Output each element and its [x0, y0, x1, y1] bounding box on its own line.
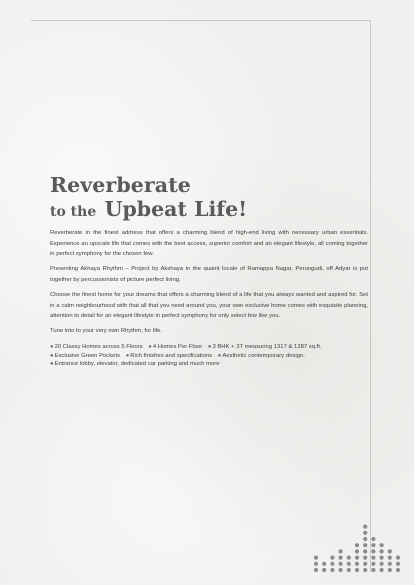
equalizer-dot: [388, 556, 392, 560]
equalizer-dot: [347, 556, 351, 560]
equalizer-dot: [371, 556, 375, 560]
main-content: [50, 174, 368, 369]
paragraph-intro: Reverberate in the finest address that offers a charming blend of high-end living with necessary urban essentials. Experience an upscale life that comes with the best access, superior comfort and an elegant lifestyle, all coming together in perfect symphony for the chosen few.: [50, 230, 368, 258]
bullet-icon: ●: [50, 343, 54, 350]
paragraph-presenting: Presenting Akhaya Rhythm – Project by Akshaya in the quaint locale of Ramappa Nagar, Perungudi, off Adyar is put together by percussionists of picture perfect living.: [50, 266, 368, 283]
equalizer-dot: [388, 549, 392, 553]
equalizer-dot: [363, 531, 367, 535]
equalizer-dots-icon: [312, 522, 404, 574]
heading-line-2-big: Upbeat Life!: [104, 197, 248, 221]
equalizer-dot: [388, 568, 392, 572]
equalizer-dot: [380, 549, 384, 553]
feature-item: 20 Classy Homes across 5 Floors: [54, 343, 143, 350]
equalizer-dot: [339, 556, 343, 560]
feature-item: Aesthetic contemporary design.: [222, 352, 305, 359]
equalizer-dot: [363, 537, 367, 541]
equalizer-dot: [363, 556, 367, 560]
equalizer-dot: [380, 568, 384, 572]
bullet-icon: ●: [50, 361, 54, 368]
feature-row: [50, 352, 368, 361]
paragraph-tune-in: Tune into to your very own Rhythm, for life.: [50, 328, 163, 335]
equalizer-dot: [363, 525, 367, 529]
equalizer-dot: [371, 562, 375, 566]
equalizer-dot: [347, 562, 351, 566]
equalizer-dot: [371, 568, 375, 572]
equalizer-dot: [339, 562, 343, 566]
equalizer-dot: [347, 568, 351, 572]
feature-item: 3 BHK + 3T measuring 1317 & 1287 sq.ft.: [212, 343, 322, 350]
equalizer-dot: [363, 562, 367, 566]
bullet-icon: ●: [148, 343, 152, 350]
bullet-icon: ●: [50, 352, 54, 359]
equalizer-dot: [388, 562, 392, 566]
equalizer-dot: [371, 543, 375, 547]
equalizer-dot: [363, 543, 367, 547]
equalizer-dot: [363, 568, 367, 572]
equalizer-dot: [396, 568, 400, 572]
feature-item: Exclusive Green Pockets: [54, 352, 121, 359]
heading-line-1: Reverberate: [50, 173, 191, 197]
equalizer-dot: [355, 568, 359, 572]
paragraph-choose: Choose the finest home for your dreams that offers a charming blend of a life that you always wanted and aspired for. Set in a calm neighbourhood with that all that you need around you, your own exclusive home comes with exquisite planning, attention to detail for an elegant lifestyle in perfect symphony for only select few like you.: [50, 291, 368, 320]
heading-line-2-small: to the: [50, 204, 97, 220]
equalizer-dot: [322, 568, 326, 572]
feature-row: [50, 360, 368, 369]
equalizer-dot: [330, 568, 334, 572]
heading-line-2: [50, 196, 368, 224]
equalizer-dot: [322, 562, 326, 566]
feature-item: Entrance lobby, elevator, dedicated car parking and much more: [54, 361, 220, 368]
bullet-icon: ●: [207, 343, 212, 350]
equalizer-dot: [314, 568, 318, 572]
equalizer-dot: [396, 562, 400, 566]
equalizer-dot: [355, 562, 359, 566]
feature-list: [50, 343, 368, 369]
feature-item: 4 Homes Per Floor: [152, 343, 203, 350]
equalizer-dot: [314, 556, 318, 560]
equalizer-dot: [355, 556, 359, 560]
bullet-icon: ●: [125, 352, 130, 359]
equalizer-dot: [330, 562, 334, 566]
equalizer-dot: [380, 556, 384, 560]
equalizer-dot: [380, 562, 384, 566]
equalizer-dot: [314, 562, 318, 566]
equalizer-dot: [339, 549, 343, 553]
feature-row: [50, 343, 368, 352]
equalizer-dot: [330, 556, 334, 560]
equalizer-dot: [380, 543, 384, 547]
equalizer-dot: [355, 549, 359, 553]
equalizer-dot: [339, 568, 343, 572]
equalizer-dot: [371, 549, 375, 553]
equalizer-dot: [396, 556, 400, 560]
equalizer-dot: [363, 549, 367, 553]
bullet-icon: ●: [217, 352, 222, 359]
equalizer-dot: [355, 543, 359, 547]
feature-item: Rich finishes and specifications: [130, 352, 213, 359]
equalizer-dot: [371, 537, 375, 541]
